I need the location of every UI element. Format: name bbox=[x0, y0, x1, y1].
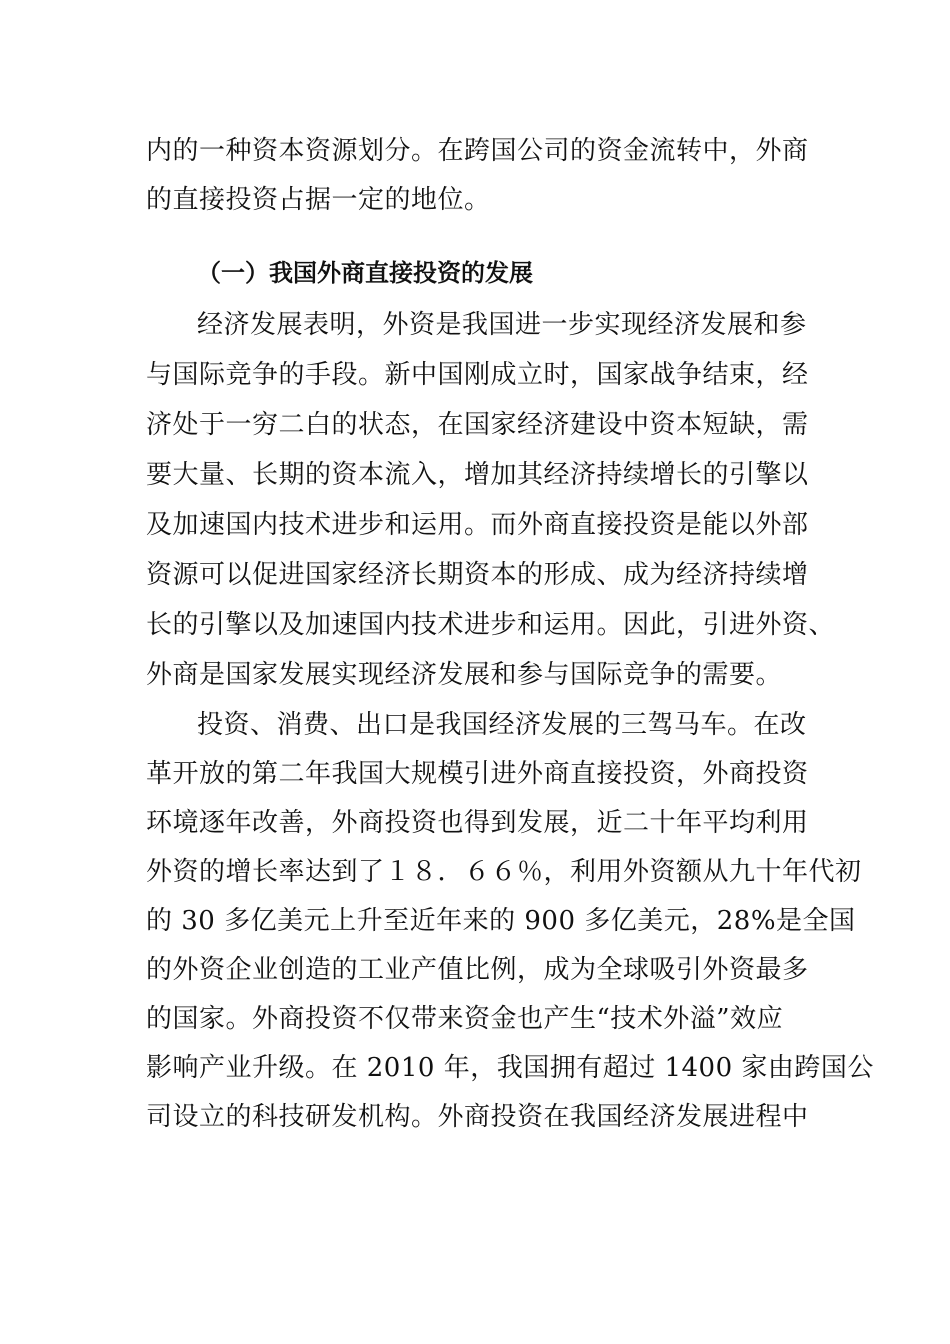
paragraph-line: 革开放的第二年我国大规模引进外商直接投资，外商投资 bbox=[146, 759, 809, 789]
paragraph-line: 的 30 多亿美元上升至近年来的 900 多亿美元，28%是全国 bbox=[146, 906, 856, 936]
intro-line: 的直接投资占据一定的地位。 bbox=[146, 185, 491, 215]
paragraph-line: 长的引擎以及加速国内技术进步和运用。因此，引进外资、 bbox=[146, 610, 836, 640]
paragraph-line: 环境逐年改善，外商投资也得到发展，近二十年平均利用 bbox=[146, 808, 809, 838]
paragraph-line: 与国际竞争的手段。新中国刚成立时，国家战争结束，经 bbox=[146, 360, 809, 390]
paragraph-line: 济处于一穷二白的状态，在国家经济建设中资本短缺，需 bbox=[146, 410, 809, 440]
paragraph-line: 外资的增长率达到了１８．６６％，利用外资额从九十年代初 bbox=[146, 857, 862, 887]
paragraph-line: 投资、消费、出口是我国经济发展的三驾马车。在改 bbox=[197, 710, 807, 740]
paragraph-line: 外商是国家发展实现经济发展和参与国际竞争的需要。 bbox=[146, 660, 783, 690]
section-heading: （一）我国外商直接投资的发展 bbox=[197, 259, 533, 287]
intro-line: 内的一种资本资源划分。在跨国公司的资金流转中，外商 bbox=[146, 136, 809, 166]
paragraph-line: 及加速国内技术进步和运用。而外商直接投资是能以外部 bbox=[146, 510, 809, 540]
paragraph-line: 司设立的科技研发机构。外商投资在我国经济发展进程中 bbox=[146, 1102, 809, 1132]
paragraph-line: 经济发展表明，外资是我国进一步实现经济发展和参 bbox=[197, 310, 807, 340]
paragraph-line: 要大量、长期的资本流入，增加其经济持续增长的引擎以 bbox=[146, 460, 809, 490]
paragraph-line: 资源可以促进国家经济长期资本的形成、成为经济持续增 bbox=[146, 560, 809, 590]
paragraph-line: 的外资企业创造的工业产值比例，成为全球吸引外资最多 bbox=[146, 955, 809, 985]
paragraph-line: 的国家。外商投资不仅带来资金也产生“技术外溢”效应 bbox=[146, 1004, 784, 1034]
paragraph-line: 影响产业升级。在 2010 年，我国拥有超过 1400 家由跨国公 bbox=[146, 1053, 874, 1083]
